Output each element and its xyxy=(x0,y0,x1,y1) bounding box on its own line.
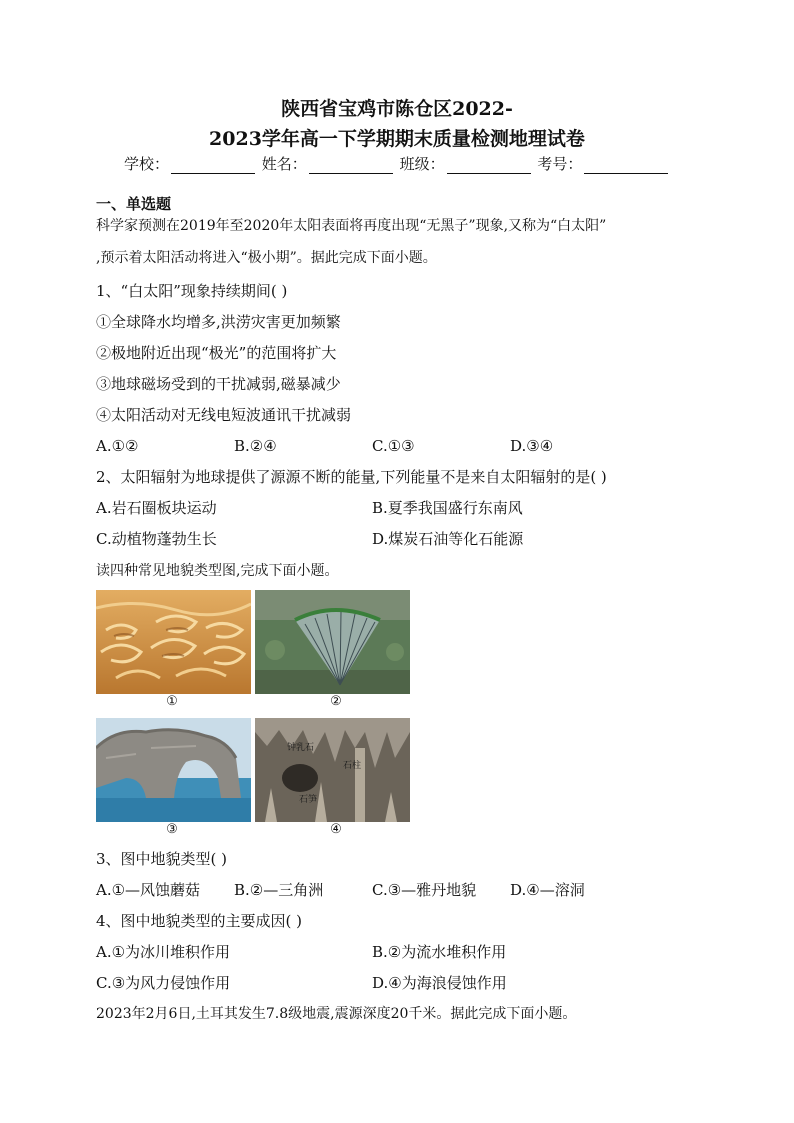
student-info-row xyxy=(124,153,670,174)
question-1-stem: 1、“白太阳”现象持续期间( ) xyxy=(96,282,288,300)
question-1-item: ④太阳活动对无线电短波通讯干扰减弱 xyxy=(96,406,352,424)
question-1-option-d[interactable]: D.③④ xyxy=(510,437,554,455)
section-title: 一、单选题 xyxy=(96,195,172,213)
exam-title-line2: 2023学年高一下学期期末质量检测地理试卷 xyxy=(209,128,585,150)
question-3-option-c[interactable]: C.③—雅丹地貌 xyxy=(372,881,477,899)
question-1-item: ②极地附近出现“极光”的范围将扩大 xyxy=(96,344,337,362)
earthquake-intro: 2023年2月6日,土耳其发生7.8级地震,震源深度20千米。据此完成下面小题。 xyxy=(96,1006,577,1022)
school-blank[interactable] xyxy=(171,158,255,174)
exam-number-label: 考号： xyxy=(537,155,583,173)
photo-caption-3: ③ xyxy=(166,822,178,837)
question-2-option-d[interactable]: D.煤炭石油等化石能源 xyxy=(372,530,524,548)
figure-intro: 读四种常见地貌类型图,完成下面小题。 xyxy=(96,563,339,579)
photo-alluvial-fan xyxy=(255,590,410,694)
intro-passage-line2: ,预示着太阳活动将进入“极小期”。据此完成下面小题。 xyxy=(96,250,437,266)
cave-label-stalactite: 钟乳石 xyxy=(287,743,315,753)
question-4-stem: 4、图中地貌类型的主要成因( ) xyxy=(96,912,303,930)
question-3-option-b[interactable]: B.②—三角洲 xyxy=(234,881,324,899)
class-label: 班级： xyxy=(399,155,445,173)
photo-desert-dunes xyxy=(96,590,251,694)
question-1-item: ③地球磁场受到的干扰减弱,磁暴减少 xyxy=(96,375,341,393)
photo-sea-arch xyxy=(96,718,251,822)
school-label: 学校： xyxy=(124,155,170,173)
question-1-option-b[interactable]: B.②④ xyxy=(234,437,277,455)
exam-number-blank[interactable] xyxy=(584,158,668,174)
question-4-option-c[interactable]: C.③为风力侵蚀作用 xyxy=(96,974,231,992)
photo-caption-4: ④ xyxy=(330,822,342,837)
name-label: 姓名： xyxy=(261,155,307,173)
question-2-option-c[interactable]: C.动植物蓬勃生长 xyxy=(96,530,217,548)
question-1-item: ①全球降水均增多,洪涝灾害更加频繁 xyxy=(96,313,341,331)
question-1-option-a[interactable]: A.①② xyxy=(96,437,139,455)
name-blank[interactable] xyxy=(309,158,393,174)
exam-title-line1: 陕西省宝鸡市陈仓区2022- xyxy=(281,98,513,120)
question-3-option-a[interactable]: A.①—风蚀蘑菇 xyxy=(96,881,201,899)
photo-caption-2: ② xyxy=(330,694,342,709)
question-3-stem: 3、图中地貌类型( ) xyxy=(96,850,228,868)
question-4-option-a[interactable]: A.①为冰川堆积作用 xyxy=(96,943,231,961)
class-blank[interactable] xyxy=(447,158,531,174)
question-1-option-c[interactable]: C.①③ xyxy=(372,437,415,455)
cave-label-stalagmite: 石笋 xyxy=(299,795,318,805)
photo-karst-cave xyxy=(255,718,410,822)
question-3-option-d[interactable]: D.④—溶洞 xyxy=(510,881,585,899)
photo-caption-1: ① xyxy=(166,694,178,709)
question-2-option-b[interactable]: B.夏季我国盛行东南风 xyxy=(372,499,523,517)
question-4-option-b[interactable]: B.②为流水堆积作用 xyxy=(372,943,507,961)
question-4-option-d[interactable]: D.④为海浪侵蚀作用 xyxy=(372,974,507,992)
question-2-stem: 2、太阳辐射为地球提供了源源不断的能量,下列能量不是来自太阳辐射的是( ) xyxy=(96,468,607,486)
intro-passage-line1: 科学家预测在2019年至2020年太阳表面将再度出现“无黑子”现象,又称为“白太阳” xyxy=(96,218,607,234)
cave-label-column: 石柱 xyxy=(343,761,362,771)
question-2-option-a[interactable]: A.岩石圈板块运动 xyxy=(96,499,217,517)
